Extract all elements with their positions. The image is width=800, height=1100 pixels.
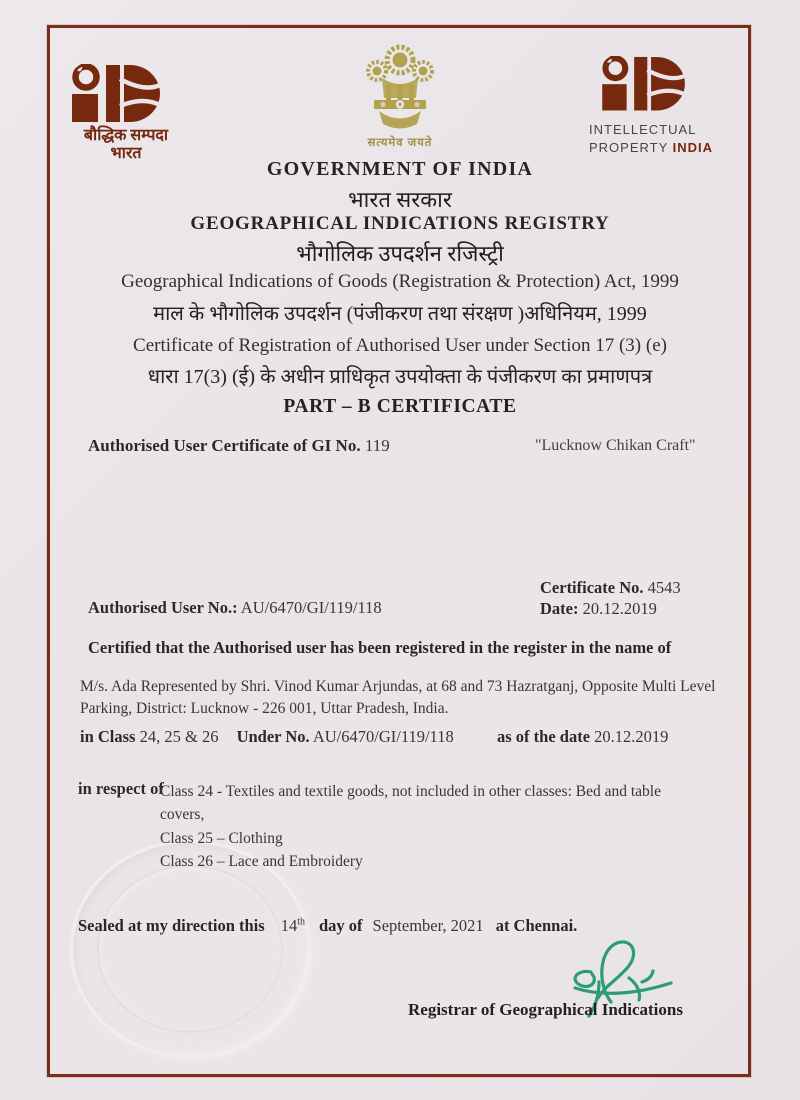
certificate-title-english: Certificate of Registration of Authorised User under Section 17 (3) (e) [133,335,667,356]
title-government-hindi: भारत सरकार [348,187,452,212]
class-26-description: Class 26 – Lace and Embroidery [160,852,363,870]
certificate-date-label: Date: [540,599,579,618]
as-of-date-label: as of the date [497,727,591,746]
sealed-month-year: September, 2021 [372,916,484,935]
holder-details: M/s. Ada Represented by Shri. Vinod Kumar Arjundas, at 68 and 73 Hazratganj, Opposite Multi Level Parking, District: Lucknow - 226 001, Uttar Pradesh, India. [80,678,716,717]
ip-logo-hindi-line2: भारत [110,145,142,163]
authorised-user-number-value: AU/6470/GI/119/118 [240,598,382,617]
class-under-row [80,727,454,747]
sealed-statement-row [78,916,577,936]
title-gi-registry-hindi: भौगोलिक उपदर्शन रजिस्ट्री [296,241,504,266]
certificate-date-row [540,599,657,619]
ip-right-caption-line2 [589,139,749,157]
sealed-place: at Chennai. [495,916,578,935]
title-gi-registry: GEOGRAPHICAL INDICATIONS REGISTRY [190,213,610,234]
in-class-value: 24, 25 & 26 [139,727,219,746]
embossed-seal-inner-ring [97,865,283,1033]
sealed-day-of-label: day of [318,916,363,935]
title-government-of-india: GOVERNMENT OF INDIA [266,158,534,180]
ip-logo-hindi-line1: बौद्धिक सम्पदा [83,127,169,144]
authorised-user-number-row [88,598,382,618]
under-no-label: Under No. [236,727,310,746]
under-no-value: AU/6470/GI/119/118 [312,727,454,746]
in-class-label: in Class [80,727,136,746]
gi-name: "Lucknow Chikan Craft" [535,437,696,454]
part-b-certificate-title: PART – B CERTIFICATE [283,396,517,417]
act-title-english: Geographical Indications of Goods (Registration & Protection) Act, 1999 [121,271,679,292]
registrar-title: Registrar of Geographical Indications [408,1000,683,1019]
as-of-date-value: 20.12.2019 [594,727,669,746]
gi-number-value: 119 [364,436,390,455]
ip-right-caption-line1: INTELLECTUAL [589,122,697,137]
sealed-prefix: Sealed at my direction this [78,916,265,935]
ip-india-logo-right-icon [596,56,708,118]
gi-number-label: Authorised User Certificate of GI No. [88,436,361,455]
in-respect-of-label: in respect of [78,779,164,798]
certificate-title-hindi: धारा 17(3) (ई) के अधीन प्राधिकृत उपयोक्ता के पंजीकरण का प्रमाणपत्र [147,366,653,388]
ip-right-caption-property: PROPERTY [589,140,669,156]
certificate-number-row [540,578,681,598]
ip-india-logo-icon [66,64,184,130]
class-24-description: Class 24 - Textiles and textile goods, not included in other classes: Bed and table covers, [160,783,661,824]
national-emblem-icon [352,38,448,136]
as-of-date-row [497,727,668,747]
sealed-day: 14th [280,916,305,935]
class-descriptions [160,780,708,873]
certificate-number-value: 4543 [647,578,681,597]
sealed-day-suffix: th [297,916,305,928]
certificate-date-value: 20.12.2019 [582,599,657,618]
gi-number-row [88,436,390,456]
certified-statement: Certified that the Authorised user has been registered in the register in the name of [88,638,672,657]
authorised-user-number-label: Authorised User No.: [88,598,238,617]
act-title-hindi: माल के भौगोलिक उपदर्शन (पंजीकरण तथा संरक्षण )अधिनियम, 1999 [153,303,647,325]
ip-right-caption [589,121,749,157]
certificate-number-label: Certificate No. [540,578,644,597]
ip-right-caption-india: INDIA [672,140,714,156]
class-25-description: Class 25 – Clothing [160,829,283,847]
emblem-motto: सत्यमेव जयते [367,137,433,149]
